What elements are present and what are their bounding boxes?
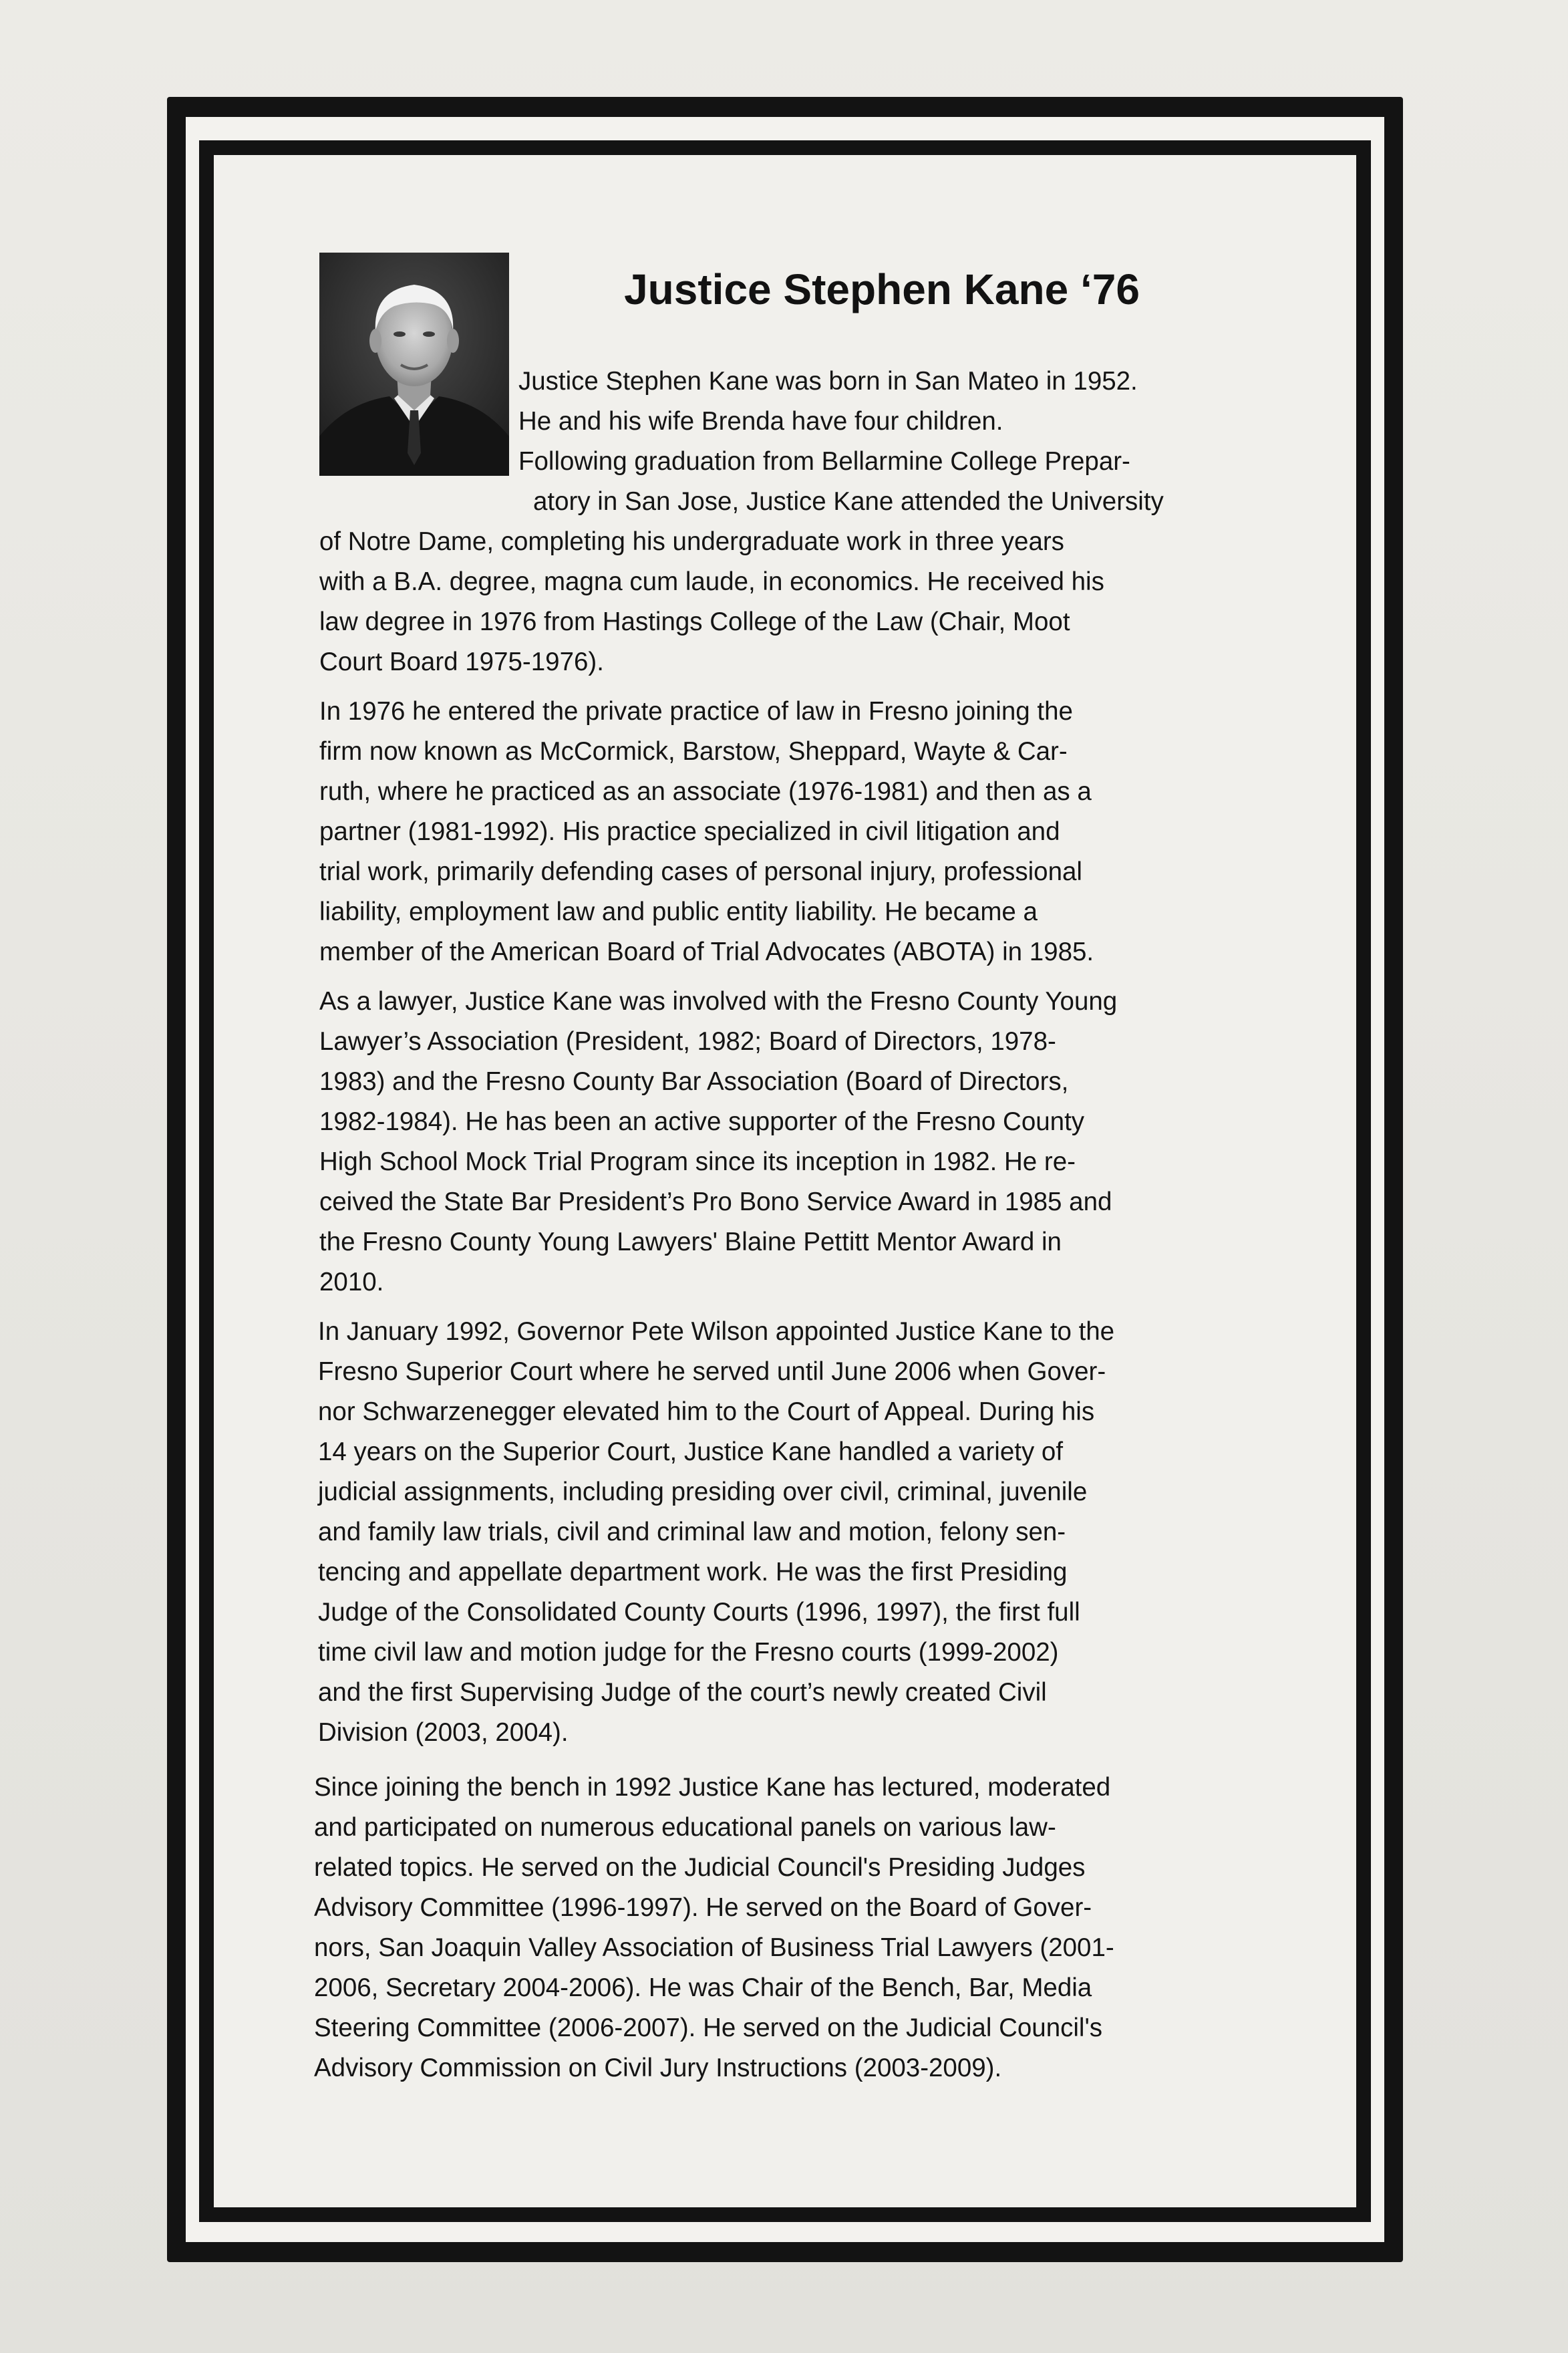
- body-line: 1983) and the Fresno County Bar Association (Board of Directors,: [319, 1067, 1069, 1096]
- body-line: Steering Committee (2006-2007). He served on the Judicial Council's: [314, 2014, 1103, 2042]
- body-line: and family law trials, civil and criminal law and motion, felony sen-: [318, 1518, 1066, 1546]
- body-line: partner (1981-1992). His practice specialized in civil litigation and: [319, 817, 1060, 846]
- body-line: High School Mock Trial Program since its inception in 1982. He re-: [319, 1147, 1076, 1176]
- body-line: Advisory Commission on Civil Jury Instructions (2003-2009).: [314, 2054, 1002, 2082]
- body-line: 2006, Secretary 2004-2006). He was Chair of the Bench, Bar, Media: [314, 1973, 1092, 2002]
- body-line: In 1976 he entered the private practice of law in Fresno joining the: [319, 697, 1073, 726]
- body-line: tencing and appellate department work. He was the first Presiding: [318, 1558, 1068, 1586]
- body-line: Lawyer’s Association (President, 1982; Board of Directors, 1978-: [319, 1027, 1056, 1056]
- body-line: Judge of the Consolidated County Courts (1996, 1997), the first full: [318, 1598, 1080, 1627]
- portrait-photo: [319, 253, 509, 476]
- body-line: 2010.: [319, 1268, 384, 1296]
- body-line: nor Schwarzenegger elevated him to the Court of Appeal. During his: [318, 1397, 1095, 1426]
- body-line: Division (2003, 2004).: [318, 1718, 569, 1747]
- body-line: member of the American Board of Trial Advocates (ABOTA) in 1985.: [319, 938, 1094, 966]
- body-line: firm now known as McCormick, Barstow, Sheppard, Wayte & Car-: [319, 737, 1068, 766]
- body-line: judicial assignments, including presiding over civil, criminal, juvenile: [318, 1478, 1088, 1506]
- body-line: He and his wife Brenda have four children.: [518, 407, 1003, 436]
- body-line: liability, employment law and public entity liability. He became a: [319, 897, 1038, 926]
- body-line: ceived the State Bar President’s Pro Bono Service Award in 1985 and: [319, 1188, 1112, 1216]
- body-line: of Notre Dame, completing his undergraduate work in three years: [319, 527, 1064, 556]
- body-line: Court Board 1975-1976).: [319, 648, 604, 676]
- body-line: nors, San Joaquin Valley Association of Business Trial Lawyers (2001-: [314, 1933, 1114, 1962]
- body-line: trial work, primarily defending cases of personal injury, professional: [319, 857, 1082, 886]
- body-line: time civil law and motion judge for the Fresno courts (1999-2002): [318, 1638, 1059, 1667]
- body-line: and the first Supervising Judge of the court’s newly created Civil: [318, 1678, 1047, 1707]
- body-line: As a lawyer, Justice Kane was involved with the Fresno County Young: [319, 987, 1118, 1016]
- body-line: with a B.A. degree, magna cum laude, in economics. He received his: [319, 567, 1104, 596]
- body-line: related topics. He served on the Judicial Council's Presiding Judges: [314, 1853, 1086, 1882]
- body-line: law degree in 1976 from Hastings College of the Law (Chair, Moot: [319, 607, 1070, 636]
- body-line: Fresno Superior Court where he served until June 2006 when Gover-: [318, 1357, 1106, 1386]
- body-line: In January 1992, Governor Pete Wilson appointed Justice Kane to the: [318, 1317, 1115, 1346]
- page-title: Justice Stephen Kane ‘76: [624, 265, 1140, 313]
- body-line: the Fresno County Young Lawyers' Blaine Pettitt Mentor Award in: [319, 1228, 1062, 1256]
- body-line: Justice Stephen Kane was born in San Mateo in 1952.: [518, 367, 1138, 396]
- body-line: and participated on numerous educational panels on various law-: [314, 1813, 1056, 1842]
- body-line: 1982-1984). He has been an active supporter of the Fresno County: [319, 1107, 1085, 1136]
- body-line: Advisory Committee (1996-1997). He served on the Board of Gover-: [314, 1893, 1092, 1922]
- body-line: atory in San Jose, Justice Kane attended the University: [533, 487, 1164, 516]
- body-line: Following graduation from Bellarmine College Prepar-: [518, 447, 1130, 476]
- body-line: Since joining the bench in 1992 Justice Kane has lectured, moderated: [314, 1773, 1111, 1802]
- body-line: 14 years on the Superior Court, Justice Kane handled a variety of: [318, 1437, 1064, 1466]
- body-line: ruth, where he practiced as an associate (1976-1981) and then as a: [319, 777, 1092, 806]
